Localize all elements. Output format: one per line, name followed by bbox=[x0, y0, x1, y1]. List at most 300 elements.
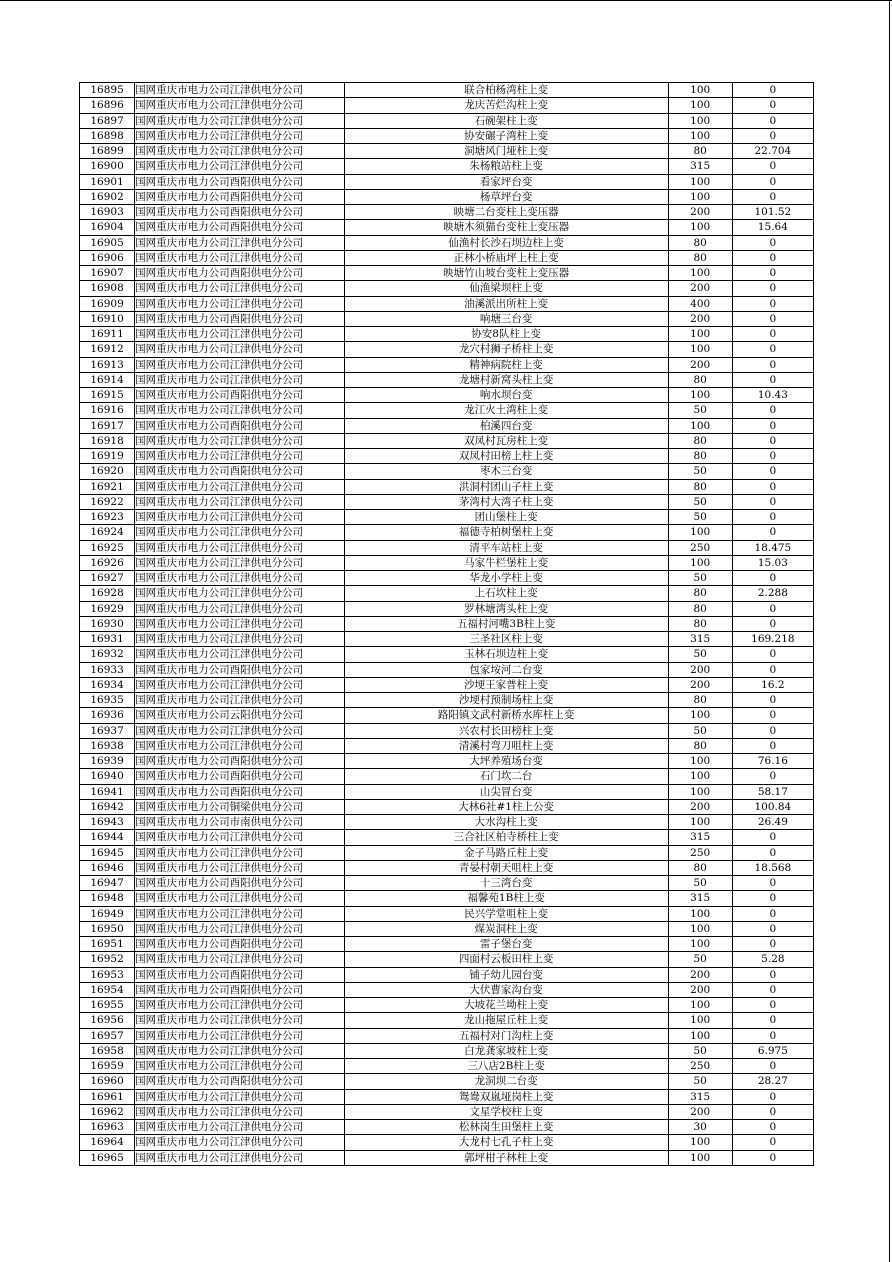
company-cell: 国网重庆市电力公司江津供电分公司 bbox=[135, 510, 345, 525]
row-id-cell: 16902 bbox=[80, 189, 135, 204]
transformer-name-cell: 包家垵河二台变 bbox=[344, 662, 668, 677]
row-id-cell: 16901 bbox=[80, 174, 135, 189]
capacity-cell: 200 bbox=[668, 967, 732, 982]
company-cell: 国网重庆市电力公司江津供电分公司 bbox=[135, 98, 345, 113]
transformer-name-cell: 沙埂王家普柱上变 bbox=[344, 677, 668, 692]
row-id-cell: 16944 bbox=[80, 830, 135, 845]
row-id-cell: 16947 bbox=[80, 876, 135, 891]
value-cell: 0 bbox=[732, 998, 813, 1013]
table-row bbox=[80, 1013, 814, 1028]
row-id-cell: 16932 bbox=[80, 647, 135, 662]
table-row bbox=[80, 205, 814, 220]
table-row bbox=[80, 632, 814, 647]
capacity-cell: 80 bbox=[668, 144, 732, 159]
table-row bbox=[80, 601, 814, 616]
company-cell: 国网重庆市电力公司江津供电分公司 bbox=[135, 1150, 345, 1165]
transformer-name-cell: 大坪养殖场台变 bbox=[344, 754, 668, 769]
transformer-name-cell: 协安碾子湾柱上变 bbox=[344, 128, 668, 143]
row-id-cell: 16900 bbox=[80, 159, 135, 174]
transformer-name-cell: 大林6社#1柱上公变 bbox=[344, 799, 668, 814]
value-cell: 0 bbox=[732, 1028, 813, 1043]
value-cell: 0 bbox=[732, 342, 813, 357]
capacity-cell: 100 bbox=[668, 83, 732, 98]
table-row bbox=[80, 677, 814, 692]
capacity-cell: 250 bbox=[668, 845, 732, 860]
transformer-name-cell: 清平车站柱上变 bbox=[344, 540, 668, 555]
row-id-cell: 16955 bbox=[80, 998, 135, 1013]
value-cell: 0 bbox=[732, 982, 813, 997]
row-id-cell: 16898 bbox=[80, 128, 135, 143]
value-cell: 0 bbox=[732, 738, 813, 753]
table-row bbox=[80, 235, 814, 250]
value-cell: 0 bbox=[732, 876, 813, 891]
table-row bbox=[80, 128, 814, 143]
row-id-cell: 16945 bbox=[80, 845, 135, 860]
transformer-name-cell: 油溪派出所柱上变 bbox=[344, 296, 668, 311]
company-cell: 国网重庆市电力公司江津供电分公司 bbox=[135, 113, 345, 128]
company-cell: 国网重庆市电力公司江津供电分公司 bbox=[135, 83, 345, 98]
value-cell: 0 bbox=[732, 266, 813, 281]
company-cell: 国网重庆市电力公司铜梁供电分公司 bbox=[135, 799, 345, 814]
table-row bbox=[80, 174, 814, 189]
company-cell: 国网重庆市电力公司江津供电分公司 bbox=[135, 891, 345, 906]
row-id-cell: 16949 bbox=[80, 906, 135, 921]
transformer-name-cell: 协安8队柱上变 bbox=[344, 327, 668, 342]
value-cell: 0 bbox=[732, 723, 813, 738]
capacity-cell: 100 bbox=[668, 128, 732, 143]
value-cell: 18.475 bbox=[732, 540, 813, 555]
table-row bbox=[80, 693, 814, 708]
table-row bbox=[80, 586, 814, 601]
value-cell: 0 bbox=[732, 311, 813, 326]
transformer-name-cell: 枣木三台变 bbox=[344, 464, 668, 479]
value-cell: 18.568 bbox=[732, 860, 813, 875]
table-row bbox=[80, 845, 814, 860]
transformer-name-cell: 石门坎二台 bbox=[344, 769, 668, 784]
table-row bbox=[80, 937, 814, 952]
capacity-cell: 80 bbox=[668, 738, 732, 753]
capacity-cell: 80 bbox=[668, 479, 732, 494]
row-id-cell: 16931 bbox=[80, 632, 135, 647]
row-id-cell: 16911 bbox=[80, 327, 135, 342]
transformer-name-cell: 十三湾台变 bbox=[344, 876, 668, 891]
row-id-cell: 16942 bbox=[80, 799, 135, 814]
table-row bbox=[80, 540, 814, 555]
value-cell: 10.43 bbox=[732, 388, 813, 403]
value-cell: 101.52 bbox=[732, 205, 813, 220]
capacity-cell: 100 bbox=[668, 189, 732, 204]
capacity-cell: 100 bbox=[668, 815, 732, 830]
capacity-cell: 200 bbox=[668, 357, 732, 372]
value-cell: 0 bbox=[732, 281, 813, 296]
row-id-cell: 16926 bbox=[80, 555, 135, 570]
company-cell: 国网重庆市电力公司江津供电分公司 bbox=[135, 1043, 345, 1058]
row-id-cell: 16959 bbox=[80, 1059, 135, 1074]
row-id-cell: 16933 bbox=[80, 662, 135, 677]
capacity-cell: 100 bbox=[668, 937, 732, 952]
table-row bbox=[80, 784, 814, 799]
company-cell: 国网重庆市电力公司酉阳供电分公司 bbox=[135, 205, 345, 220]
table-row bbox=[80, 555, 814, 570]
row-id-cell: 16925 bbox=[80, 540, 135, 555]
capacity-cell: 200 bbox=[668, 799, 732, 814]
transformer-name-cell: 龙江火土湾柱上变 bbox=[344, 403, 668, 418]
table-body bbox=[80, 83, 814, 1166]
table-row bbox=[80, 616, 814, 631]
transformer-name-cell: 映塘二台变柱上变压器 bbox=[344, 205, 668, 220]
company-cell: 国网重庆市电力公司江津供电分公司 bbox=[135, 693, 345, 708]
row-id-cell: 16960 bbox=[80, 1074, 135, 1089]
transformer-name-cell: 团山堡柱上变 bbox=[344, 510, 668, 525]
value-cell: 0 bbox=[732, 250, 813, 265]
row-id-cell: 16951 bbox=[80, 937, 135, 952]
company-cell: 国网重庆市电力公司酉阳供电分公司 bbox=[135, 967, 345, 982]
value-cell: 0 bbox=[732, 449, 813, 464]
row-id-cell: 16923 bbox=[80, 510, 135, 525]
capacity-cell: 50 bbox=[668, 571, 732, 586]
row-id-cell: 16914 bbox=[80, 372, 135, 387]
capacity-cell: 80 bbox=[668, 693, 732, 708]
company-cell: 国网重庆市电力公司江津供电分公司 bbox=[135, 403, 345, 418]
capacity-cell: 50 bbox=[668, 876, 732, 891]
transformer-name-cell: 大伏曹家沟台变 bbox=[344, 982, 668, 997]
company-cell: 国网重庆市电力公司江津供电分公司 bbox=[135, 738, 345, 753]
transformer-name-cell: 看家坪台变 bbox=[344, 174, 668, 189]
table-row bbox=[80, 1059, 814, 1074]
value-cell: 0 bbox=[732, 601, 813, 616]
transformer-name-cell: 双凤村田榜上柱上变 bbox=[344, 449, 668, 464]
transformer-name-cell: 福德寺柏树堡柱上变 bbox=[344, 525, 668, 540]
row-id-cell: 16956 bbox=[80, 1013, 135, 1028]
transformer-name-cell: 路阳镇文武村新桥水库柱上变 bbox=[344, 708, 668, 723]
company-cell: 国网重庆市电力公司江津供电分公司 bbox=[135, 327, 345, 342]
table-row bbox=[80, 403, 814, 418]
value-cell: 0 bbox=[732, 1059, 813, 1074]
row-id-cell: 16930 bbox=[80, 616, 135, 631]
transformer-name-cell: 雷子堡台变 bbox=[344, 937, 668, 952]
company-cell: 国网重庆市电力公司江津供电分公司 bbox=[135, 235, 345, 250]
row-id-cell: 16941 bbox=[80, 784, 135, 799]
value-cell: 0 bbox=[732, 128, 813, 143]
transformer-name-cell: 大龙村七孔子柱上变 bbox=[344, 1135, 668, 1150]
value-cell: 28.27 bbox=[732, 1074, 813, 1089]
value-cell: 0 bbox=[732, 906, 813, 921]
value-cell: 0 bbox=[732, 494, 813, 509]
capacity-cell: 80 bbox=[668, 601, 732, 616]
table-row bbox=[80, 921, 814, 936]
transformer-name-cell: 白龙龚家坡柱上变 bbox=[344, 1043, 668, 1058]
company-cell: 国网重庆市电力公司酉阳供电分公司 bbox=[135, 662, 345, 677]
row-id-cell: 16919 bbox=[80, 449, 135, 464]
row-id-cell: 16903 bbox=[80, 205, 135, 220]
value-cell: 0 bbox=[732, 1150, 813, 1165]
table-row bbox=[80, 723, 814, 738]
capacity-cell: 80 bbox=[668, 449, 732, 464]
row-id-cell: 16906 bbox=[80, 250, 135, 265]
table-row bbox=[80, 372, 814, 387]
value-cell: 0 bbox=[732, 845, 813, 860]
row-id-cell: 16957 bbox=[80, 1028, 135, 1043]
table-row bbox=[80, 189, 814, 204]
transformer-table bbox=[79, 82, 814, 1166]
table-row bbox=[80, 510, 814, 525]
table-row bbox=[80, 433, 814, 448]
capacity-cell: 200 bbox=[668, 1104, 732, 1119]
table-row bbox=[80, 998, 814, 1013]
value-cell: 26.49 bbox=[732, 815, 813, 830]
company-cell: 国网重庆市电力公司江津供电分公司 bbox=[135, 494, 345, 509]
company-cell: 国网重庆市电力公司江津供电分公司 bbox=[135, 357, 345, 372]
transformer-name-cell: 山尖冒台变 bbox=[344, 784, 668, 799]
transformer-name-cell: 精神病院柱上变 bbox=[344, 357, 668, 372]
row-id-cell: 16905 bbox=[80, 235, 135, 250]
capacity-cell: 50 bbox=[668, 647, 732, 662]
company-cell: 国网重庆市电力公司酉阳供电分公司 bbox=[135, 769, 345, 784]
capacity-cell: 100 bbox=[668, 113, 732, 128]
capacity-cell: 50 bbox=[668, 1074, 732, 1089]
value-cell: 0 bbox=[732, 662, 813, 677]
company-cell: 国网重庆市电力公司江津供电分公司 bbox=[135, 1135, 345, 1150]
capacity-cell: 50 bbox=[668, 723, 732, 738]
row-id-cell: 16946 bbox=[80, 860, 135, 875]
capacity-cell: 100 bbox=[668, 342, 732, 357]
capacity-cell: 100 bbox=[668, 784, 732, 799]
value-cell: 0 bbox=[732, 921, 813, 936]
capacity-cell: 315 bbox=[668, 830, 732, 845]
value-cell: 0 bbox=[732, 1120, 813, 1135]
row-id-cell: 16927 bbox=[80, 571, 135, 586]
company-cell: 国网重庆市电力公司酉阳供电分公司 bbox=[135, 189, 345, 204]
row-id-cell: 16940 bbox=[80, 769, 135, 784]
transformer-name-cell: 响塘三台变 bbox=[344, 311, 668, 326]
row-id-cell: 16964 bbox=[80, 1135, 135, 1150]
transformer-name-cell: 龙庆苦烂沟柱上变 bbox=[344, 98, 668, 113]
capacity-cell: 100 bbox=[668, 998, 732, 1013]
company-cell: 国网重庆市电力公司酉阳供电分公司 bbox=[135, 754, 345, 769]
company-cell: 国网重庆市电力公司酉阳供电分公司 bbox=[135, 266, 345, 281]
transformer-name-cell: 映塘木须猫台变柱上变压器 bbox=[344, 220, 668, 235]
capacity-cell: 100 bbox=[668, 1150, 732, 1165]
capacity-cell: 100 bbox=[668, 906, 732, 921]
transformer-name-cell: 仙渔村长沙石坝边柱上变 bbox=[344, 235, 668, 250]
company-cell: 国网重庆市电力公司江津供电分公司 bbox=[135, 860, 345, 875]
transformer-name-cell: 朱杨粮站柱上变 bbox=[344, 159, 668, 174]
capacity-cell: 315 bbox=[668, 159, 732, 174]
company-cell: 国网重庆市电力公司酉阳供电分公司 bbox=[135, 220, 345, 235]
company-cell: 国网重庆市电力公司云阳供电分公司 bbox=[135, 708, 345, 723]
table-row bbox=[80, 144, 814, 159]
company-cell: 国网重庆市电力公司酉阳供电分公司 bbox=[135, 1074, 345, 1089]
company-cell: 国网重庆市电力公司江津供电分公司 bbox=[135, 906, 345, 921]
row-id-cell: 16916 bbox=[80, 403, 135, 418]
value-cell: 0 bbox=[732, 433, 813, 448]
transformer-name-cell: 大坡花兰坳柱上变 bbox=[344, 998, 668, 1013]
table-row bbox=[80, 388, 814, 403]
transformer-name-cell: 青晏村朝天咀柱上变 bbox=[344, 860, 668, 875]
company-cell: 国网重庆市电力公司江津供电分公司 bbox=[135, 342, 345, 357]
table-row bbox=[80, 982, 814, 997]
table-row bbox=[80, 891, 814, 906]
value-cell: 15.03 bbox=[732, 555, 813, 570]
transformer-name-cell: 五福村河嘴3B柱上变 bbox=[344, 616, 668, 631]
transformer-name-cell: 福馨苑1B柱上变 bbox=[344, 891, 668, 906]
company-cell: 国网重庆市电力公司市南供电分公司 bbox=[135, 815, 345, 830]
page-top-border bbox=[0, 0, 892, 1]
transformer-name-cell: 响水坝台变 bbox=[344, 388, 668, 403]
company-cell: 国网重庆市电力公司江津供电分公司 bbox=[135, 281, 345, 296]
transformer-name-cell: 四面村云板田柱上变 bbox=[344, 952, 668, 967]
capacity-cell: 200 bbox=[668, 311, 732, 326]
capacity-cell: 100 bbox=[668, 525, 732, 540]
transformer-name-cell: 正林小桥庙坪上柱上变 bbox=[344, 250, 668, 265]
company-cell: 国网重庆市电力公司酉阳供电分公司 bbox=[135, 982, 345, 997]
capacity-cell: 100 bbox=[668, 1135, 732, 1150]
table-row bbox=[80, 250, 814, 265]
row-id-cell: 16917 bbox=[80, 418, 135, 433]
capacity-cell: 400 bbox=[668, 296, 732, 311]
table-row bbox=[80, 83, 814, 98]
value-cell: 0 bbox=[732, 403, 813, 418]
capacity-cell: 80 bbox=[668, 433, 732, 448]
company-cell: 国网重庆市电力公司江津供电分公司 bbox=[135, 250, 345, 265]
company-cell: 国网重庆市电力公司酉阳供电分公司 bbox=[135, 876, 345, 891]
value-cell: 15.64 bbox=[732, 220, 813, 235]
value-cell: 0 bbox=[732, 571, 813, 586]
value-cell: 0 bbox=[732, 479, 813, 494]
transformer-name-cell: 郭坪柑子林柱上变 bbox=[344, 1150, 668, 1165]
transformer-name-cell: 仙渔梁坝柱上变 bbox=[344, 281, 668, 296]
row-id-cell: 16939 bbox=[80, 754, 135, 769]
company-cell: 国网重庆市电力公司江津供电分公司 bbox=[135, 525, 345, 540]
capacity-cell: 100 bbox=[668, 327, 732, 342]
table-row bbox=[80, 296, 814, 311]
value-cell: 0 bbox=[732, 937, 813, 952]
company-cell: 国网重庆市电力公司江津供电分公司 bbox=[135, 830, 345, 845]
table-row bbox=[80, 98, 814, 113]
value-cell: 0 bbox=[732, 98, 813, 113]
value-cell: 58.17 bbox=[732, 784, 813, 799]
table-row bbox=[80, 830, 814, 845]
capacity-cell: 200 bbox=[668, 677, 732, 692]
company-cell: 国网重庆市电力公司江津供电分公司 bbox=[135, 998, 345, 1013]
table-row bbox=[80, 1120, 814, 1135]
page-right-border bbox=[889, 0, 890, 1262]
capacity-cell: 250 bbox=[668, 1059, 732, 1074]
transformer-name-cell: 双凤村瓦房柱上变 bbox=[344, 433, 668, 448]
row-id-cell: 16909 bbox=[80, 296, 135, 311]
company-cell: 国网重庆市电力公司酉阳供电分公司 bbox=[135, 418, 345, 433]
value-cell: 0 bbox=[732, 372, 813, 387]
value-cell: 0 bbox=[732, 418, 813, 433]
capacity-cell: 50 bbox=[668, 464, 732, 479]
capacity-cell: 100 bbox=[668, 98, 732, 113]
row-id-cell: 16943 bbox=[80, 815, 135, 830]
row-id-cell: 16907 bbox=[80, 266, 135, 281]
transformer-name-cell: 杨草坪台变 bbox=[344, 189, 668, 204]
row-id-cell: 16929 bbox=[80, 601, 135, 616]
row-id-cell: 16952 bbox=[80, 952, 135, 967]
transformer-name-cell: 上石坎柱上变 bbox=[344, 586, 668, 601]
capacity-cell: 100 bbox=[668, 1028, 732, 1043]
transformer-name-cell: 华龙小学柱上变 bbox=[344, 571, 668, 586]
table-row bbox=[80, 1028, 814, 1043]
row-id-cell: 16922 bbox=[80, 494, 135, 509]
company-cell: 国网重庆市电力公司江津供电分公司 bbox=[135, 1059, 345, 1074]
table-row bbox=[80, 418, 814, 433]
capacity-cell: 100 bbox=[668, 174, 732, 189]
transformer-name-cell: 映塘竹山坡台变柱上变压器 bbox=[344, 266, 668, 281]
row-id-cell: 16963 bbox=[80, 1120, 135, 1135]
table-row bbox=[80, 799, 814, 814]
value-cell: 0 bbox=[732, 967, 813, 982]
table-row bbox=[80, 494, 814, 509]
transformer-name-cell: 三八店2B柱上变 bbox=[344, 1059, 668, 1074]
value-cell: 16.2 bbox=[732, 677, 813, 692]
transformer-name-cell: 文星学校柱上变 bbox=[344, 1104, 668, 1119]
row-id-cell: 16915 bbox=[80, 388, 135, 403]
value-cell: 0 bbox=[732, 83, 813, 98]
value-cell: 0 bbox=[732, 235, 813, 250]
row-id-cell: 16938 bbox=[80, 738, 135, 753]
transformer-name-cell: 茅湾村大湾子柱上变 bbox=[344, 494, 668, 509]
capacity-cell: 100 bbox=[668, 769, 732, 784]
capacity-cell: 50 bbox=[668, 494, 732, 509]
transformer-name-cell: 马家牛栏堡柱上变 bbox=[344, 555, 668, 570]
table-row bbox=[80, 876, 814, 891]
company-cell: 国网重庆市电力公司江津供电分公司 bbox=[135, 723, 345, 738]
table-row bbox=[80, 738, 814, 753]
row-id-cell: 16918 bbox=[80, 433, 135, 448]
value-cell: 0 bbox=[732, 113, 813, 128]
value-cell: 0 bbox=[732, 708, 813, 723]
table-row bbox=[80, 327, 814, 342]
table-row bbox=[80, 1150, 814, 1165]
capacity-cell: 200 bbox=[668, 662, 732, 677]
capacity-cell: 30 bbox=[668, 1120, 732, 1135]
value-cell: 2.288 bbox=[732, 586, 813, 601]
capacity-cell: 100 bbox=[668, 754, 732, 769]
company-cell: 国网重庆市电力公司江津供电分公司 bbox=[135, 616, 345, 631]
table-row bbox=[80, 1104, 814, 1119]
value-cell: 0 bbox=[732, 525, 813, 540]
company-cell: 国网重庆市电力公司江津供电分公司 bbox=[135, 571, 345, 586]
table-row bbox=[80, 113, 814, 128]
transformer-name-cell: 联合柏杨湾柱上变 bbox=[344, 83, 668, 98]
transformer-name-cell: 煤炭洞柱上变 bbox=[344, 921, 668, 936]
transformer-name-cell: 大水沟柱上变 bbox=[344, 815, 668, 830]
capacity-cell: 315 bbox=[668, 632, 732, 647]
company-cell: 国网重庆市电力公司江津供电分公司 bbox=[135, 540, 345, 555]
row-id-cell: 16899 bbox=[80, 144, 135, 159]
company-cell: 国网重庆市电力公司江津供电分公司 bbox=[135, 601, 345, 616]
table-row bbox=[80, 967, 814, 982]
transformer-name-cell: 三合社区柏寺桥柱上变 bbox=[344, 830, 668, 845]
value-cell: 0 bbox=[732, 693, 813, 708]
capacity-cell: 100 bbox=[668, 266, 732, 281]
company-cell: 国网重庆市电力公司酉阳供电分公司 bbox=[135, 388, 345, 403]
row-id-cell: 16928 bbox=[80, 586, 135, 601]
capacity-cell: 200 bbox=[668, 205, 732, 220]
row-id-cell: 16896 bbox=[80, 98, 135, 113]
company-cell: 国网重庆市电力公司酉阳供电分公司 bbox=[135, 937, 345, 952]
transformer-name-cell: 兴农村长田榜柱上变 bbox=[344, 723, 668, 738]
company-cell: 国网重庆市电力公司江津供电分公司 bbox=[135, 677, 345, 692]
table-row bbox=[80, 1043, 814, 1058]
value-cell: 0 bbox=[732, 1089, 813, 1104]
company-cell: 国网重庆市电力公司江津供电分公司 bbox=[135, 296, 345, 311]
value-cell: 6.975 bbox=[732, 1043, 813, 1058]
transformer-name-cell: 金子马路丘柱上变 bbox=[344, 845, 668, 860]
